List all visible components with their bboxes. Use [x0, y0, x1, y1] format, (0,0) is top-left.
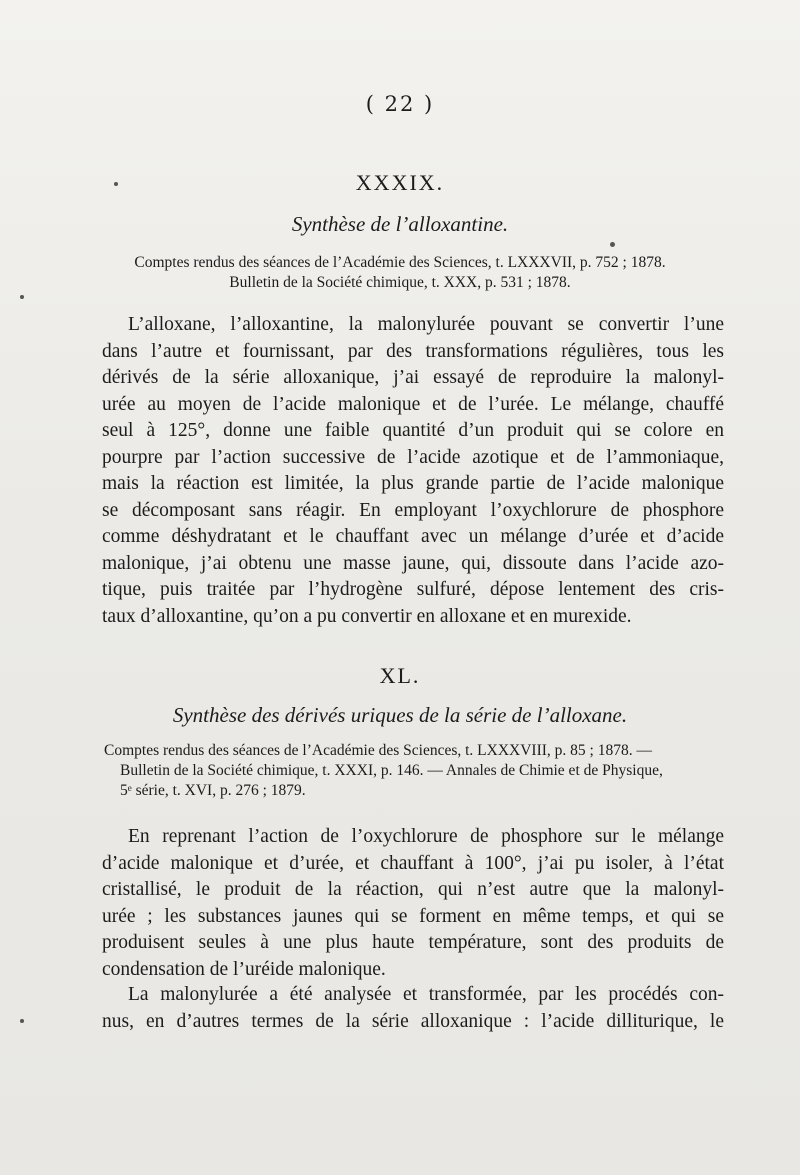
- text-line: d’acide malonique et d’urée, et chauffant à 100°, j’ai pu isoler, à l’état: [102, 852, 724, 874]
- section-title-xxxix: XXXIX.: [355, 170, 445, 195]
- references-xl: [104, 741, 720, 801]
- text-line: condensation de l’uréide malonique.: [102, 958, 386, 980]
- text-line: urée ; les substances jaunes qui se forment en même temps, et qui se: [102, 905, 724, 927]
- section-subtitle-xl: Synthèse des dérivés uriques de la série de l’alloxane.: [172, 703, 628, 727]
- section-title-xl: XL.: [379, 663, 421, 688]
- paragraph-xl-2: [102, 982, 724, 1035]
- text-line: La malonylurée a été analysée et transformée, par les procédés con-: [128, 984, 724, 1005]
- text-line: malonique, j’ai obtenu une masse jaune, qui, dissoute dans l’acide azo-: [102, 552, 724, 574]
- text-line: L’alloxane, l’alloxantine, la malonylurée pouvant se convertir l’une: [128, 314, 724, 335]
- reference-line: Bulletin de la Société chimique, t. XXX, p. 531 ; 1878.: [229, 274, 571, 291]
- text-line: produisent seules à une plus haute température, sont des produits de: [102, 932, 724, 953]
- text-line: pourpre par l’action successive de l’acide azotique et de l’ammoniaque,: [102, 446, 724, 468]
- page-number: ( 22 ): [365, 92, 435, 116]
- text-line: se décomposant sans réagir. En employant l’oxychlorure de phosphore: [102, 499, 724, 521]
- text-line: cristallisé, le produit de la réaction, qui n’est autre que la malonyl-: [102, 879, 724, 900]
- text-line: taux d’alloxantine, qu’on a pu convertir en alloxane et en murexide.: [102, 605, 632, 627]
- text-line: dérivés de la série alloxanique, j’ai essayé de reproduire la malonyl-: [102, 367, 724, 388]
- text-line: tique, puis traitée par l’hydrogène sulfuré, dépose lentement des cris-: [102, 579, 724, 600]
- scan-speck: [610, 242, 615, 247]
- reference-line: 5ᵉ série, t. XVI, p. 276 ; 1879.: [120, 782, 306, 799]
- reference-line: Comptes rendus des séances de l’Académie des Sciences, t. LXXXVII, p. 752 ; 1878.: [134, 254, 666, 271]
- section-subtitle-xxxix: Synthèse de l’alloxantine.: [291, 212, 509, 236]
- paragraph-xl-1: [102, 824, 724, 983]
- text-line: seul à 125°, donne une faible quantité d’un produit qui se colore en: [102, 420, 724, 441]
- reference-line: Bulletin de la Société chimique, t. XXXI, p. 146. — Annales de Chimie et de Physique,: [120, 762, 663, 779]
- text-line: En reprenant l’action de l’oxychlorure de phosphore sur le mélange: [128, 826, 724, 847]
- text-line: comme déshydratant et le chauffant avec un mélange d’urée et d’acide: [102, 526, 724, 547]
- scan-speck: [20, 295, 24, 299]
- text-line: mais la réaction est limitée, la plus grande partie de l’acide malonique: [102, 473, 724, 494]
- scan-speck: [20, 1019, 24, 1023]
- text-line: nus, en d’autres termes de la série alloxanique : l’acide dilliturique, le: [102, 1010, 724, 1032]
- text-line: urée au moyen de l’acide malonique et de l’urée. Le mélange, chauffé: [102, 393, 724, 415]
- paragraph-xxxix-1: [102, 312, 724, 630]
- text-line: dans l’autre et fournissant, par des transformations régulières, tous les: [102, 340, 724, 362]
- scan-speck: [114, 182, 118, 186]
- reference-line: Comptes rendus des séances de l’Académie des Sciences, t. LXXXVIII, p. 85 ; 1878. —: [104, 742, 652, 759]
- references-xxxix: [100, 253, 700, 293]
